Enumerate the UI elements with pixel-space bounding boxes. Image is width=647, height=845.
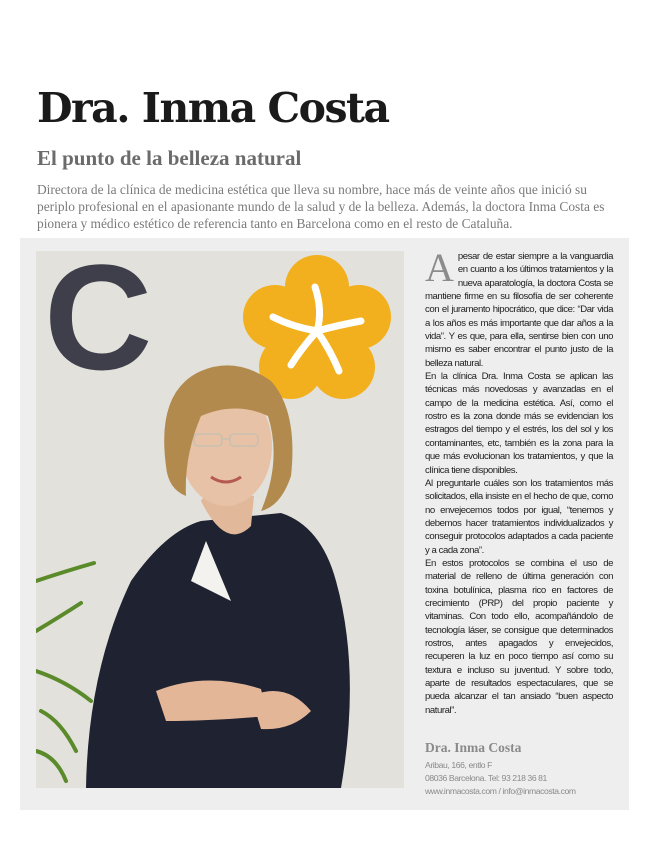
clinic-logo-letter: C (44, 251, 153, 401)
contact-name: Dra. Inma Costa (425, 740, 522, 755)
article-title: Dra. Inma Costa (37, 84, 389, 132)
portrait-photo (36, 251, 404, 788)
body-paragraph: pesar de estar siempre a la vanguardia en cuanto a los últimos tratamientos y la nueva aparatología, la doctora Costa se mantiene firme en su filosofía de ser coherente con el juramento hipocrático, que dice: “Dar vida a los años es más importante que dar años a la vida”. Y es que, para ella, sentirse bien con uno mismo es saber encontrar el punto justo de la belleza natural. (425, 251, 613, 369)
contact-block (425, 739, 615, 798)
contact-web-email[interactable]: www.inmacosta.com / info@inmacosta.com (425, 786, 576, 796)
contact-city-phone: 08036 Barcelona. Tel: 93 218 36 81 (425, 773, 547, 783)
article-lead: Directora de la clínica de medicina estética que lleva su nombre, hace más de veinte años que inició su periplo profesional en el apasionante mundo de la salud y de la belleza. Además, la doctora Inma Costa es pionera y médico estético de referencia tanto en Barcelona como en el resto de Cataluña. (37, 182, 605, 231)
contact-address: Aribau, 166, entlo F (425, 760, 493, 770)
body-paragraph: En estos protocolos se combina el uso de material de relleno de última generación con toxina botulínica, plasma rico en factores de crecimiento (PRP) del propio paciente y vitaminas. Con todo ello, acompañándolo de tecnología láser, se consigue que determinados rostros, antes apagados y envejecidos, recuperen la luz en poco tiempo así como su textura e incluso su juventud. Y sobre todo, aparte de resultados espectaculares, que se pueda alcanzar el tan ansiado “buen aspecto natural”. (425, 557, 613, 716)
drop-cap: A (425, 245, 454, 290)
body-paragraph: Al preguntarle cuáles son los tratamientos más solicitados, ella insiste en el hecho de que, como no envejecemos todos por igual, “tenemos y debemos hacer tratamientos individualizados y conseguir protocolos adaptados a cada paciente y a cada zona”. (425, 477, 613, 556)
article-body (425, 245, 613, 717)
body-paragraph: En la clínica Dra. Inma Costa se aplican las técnicas más novedosas y avanzadas en el campo de la medicina estética. Así, como el rostro es la zona donde más se evidencian los estragos del tiempo y el estrés, los del sol y los contaminantes, etc, también es la zona para la que más evolucionan los tratamientos, y que la clínica tiene disponibles. (425, 371, 613, 476)
article-subtitle: El punto de la belleza natural (37, 146, 302, 170)
